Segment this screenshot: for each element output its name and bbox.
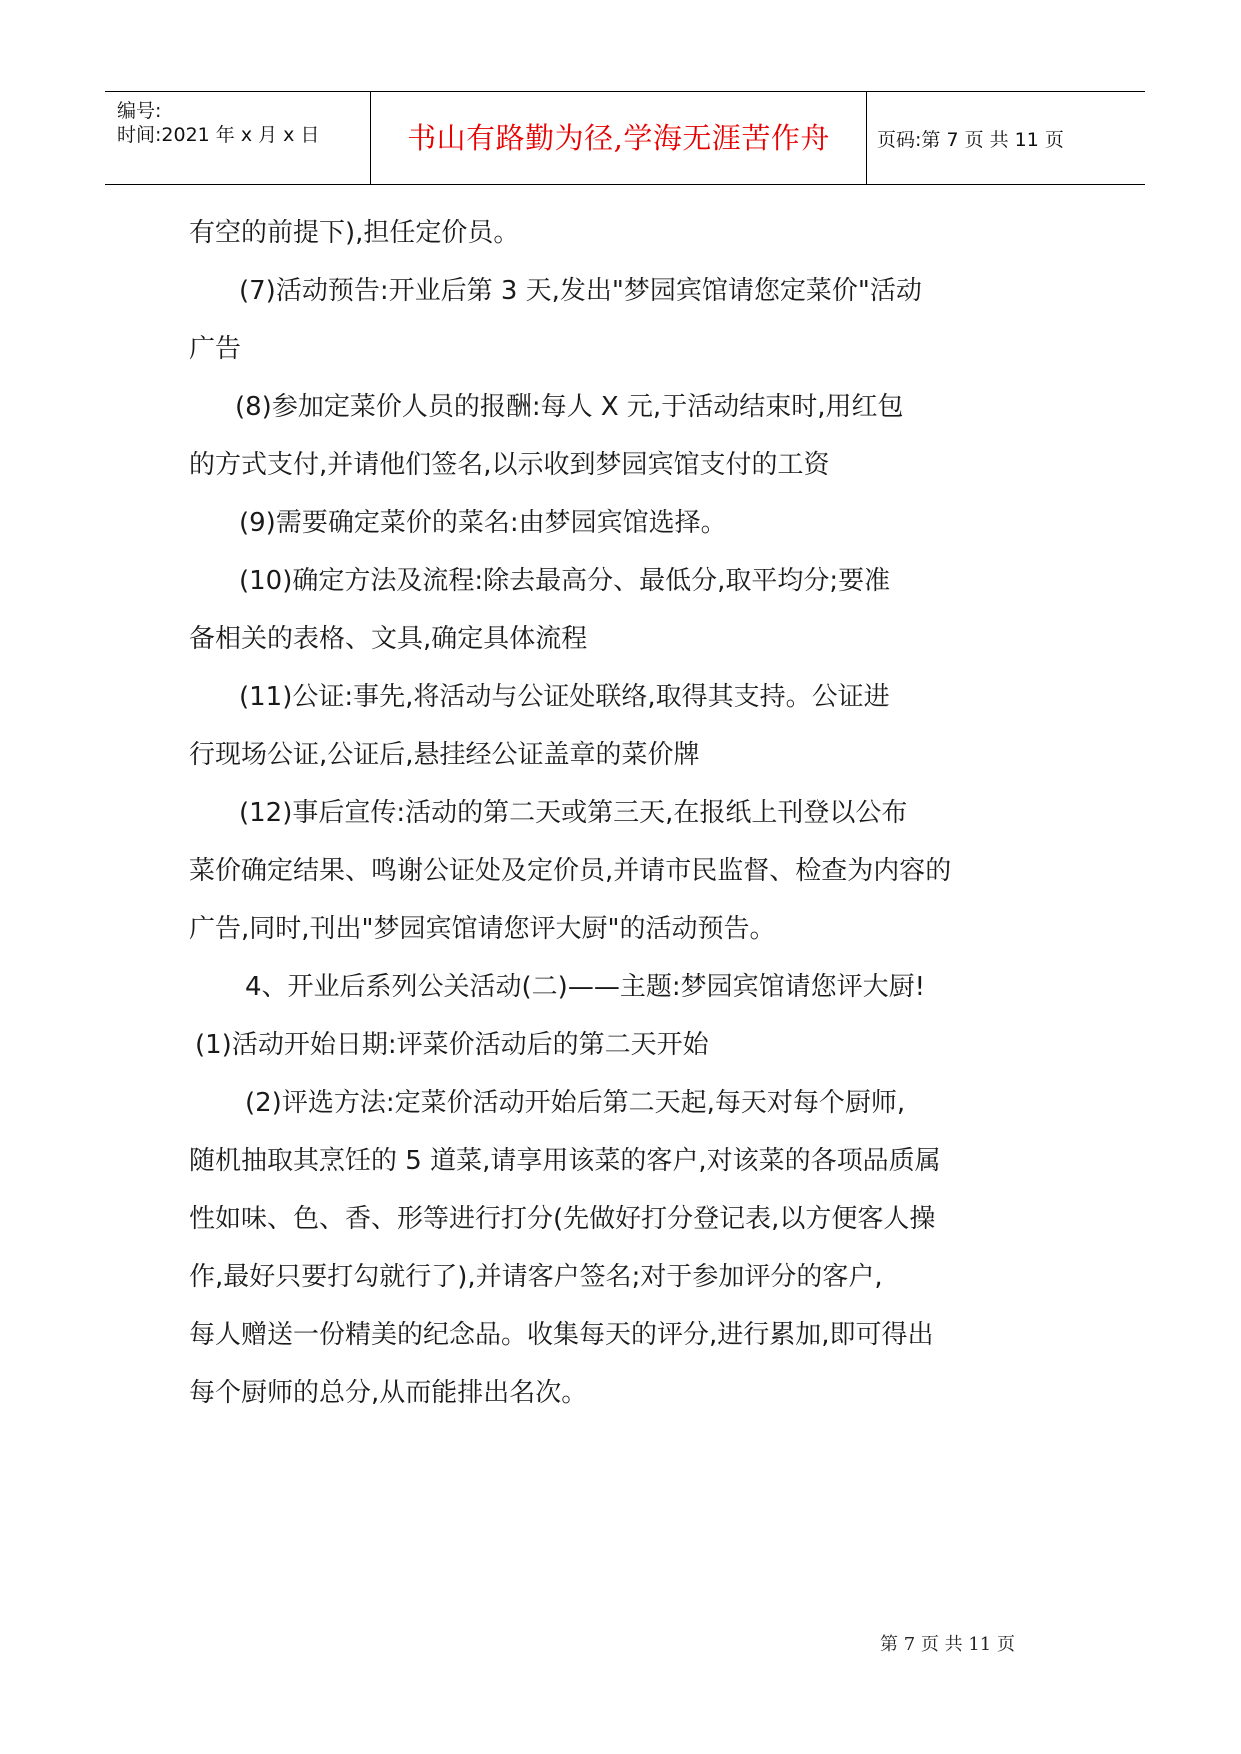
text-line: (1)活动开始日期:评菜价活动后的第二天开始 xyxy=(195,1030,709,1060)
header-motto-cell xyxy=(371,92,867,184)
text-line: 备相关的表格、文具,确定具体流程 xyxy=(189,624,588,654)
text-line: (2)评选方法:定菜价活动开始后第二天起,每天对每个厨师, xyxy=(245,1088,906,1118)
text-line: 每个厨师的总分,从而能排出名次。 xyxy=(189,1378,588,1408)
text-line: 作,最好只要打勾就行了),并请客户签名;对于参加评分的客户, xyxy=(189,1262,883,1292)
text-line: 性如味、色、香、形等进行打分(先做好打分登记表,以方便客人操 xyxy=(189,1204,936,1234)
text-line: (9)需要确定菜价的菜名:由梦园宾馆选择。 xyxy=(239,508,727,538)
text-line: 随机抽取其烹饪的 5 道菜,请享用该菜的客户,对该菜的各项品质属 xyxy=(189,1146,941,1176)
text-line: 广告 xyxy=(189,334,242,364)
text-line: 的方式支付,并请他们签名,以示收到梦园宾馆支付的工资 xyxy=(189,450,830,480)
number-label: 编号: xyxy=(117,100,162,122)
text-line: 广告,同时,刊出"梦园宾馆请您评大厨"的活动预告。 xyxy=(189,914,776,944)
text-line: (7)活动预告:开业后第 3 天,发出"梦园宾馆请您定菜价"活动 xyxy=(239,276,922,306)
header-page-code: 页码:第 7 页 共 11 页 xyxy=(877,129,1064,151)
text-line: 菜价确定结果、鸣谢公证处及定价员,并请市民监督、检查为内容的 xyxy=(189,856,952,886)
text-line: (10)确定方法及流程:除去最高分、最低分,取平均分;要准 xyxy=(239,566,891,596)
header-motto: 书山有路勤为径,学海无涯苦作舟 xyxy=(407,121,830,155)
page-footer: 第 7 页 共 11 页 xyxy=(880,1634,1015,1655)
header-page-cell xyxy=(867,92,1145,184)
section-heading: 4、开业后系列公关活动(二)——主题:梦园宾馆请您评大厨! xyxy=(245,972,926,1002)
text-line: 行现场公证,公证后,悬挂经公证盖章的菜价牌 xyxy=(189,740,700,770)
page-header xyxy=(105,91,1145,185)
time-label: 时间:2021 年 x 月 x 日 xyxy=(117,124,320,146)
text-line: 每人赠送一份精美的纪念品。收集每天的评分,进行累加,即可得出 xyxy=(189,1320,934,1350)
text-line: (11)公证:事先,将活动与公证处联络,取得其支持。公证进 xyxy=(239,682,890,712)
header-info-cell xyxy=(105,92,371,184)
text-line: (8)参加定菜价人员的报酬:每人 X 元,于活动结束时,用红包 xyxy=(235,392,904,422)
text-line: (12)事后宣传:活动的第二天或第三天,在报纸上刊登以公布 xyxy=(239,798,908,828)
text-line: 有空的前提下),担任定价员。 xyxy=(189,218,520,248)
